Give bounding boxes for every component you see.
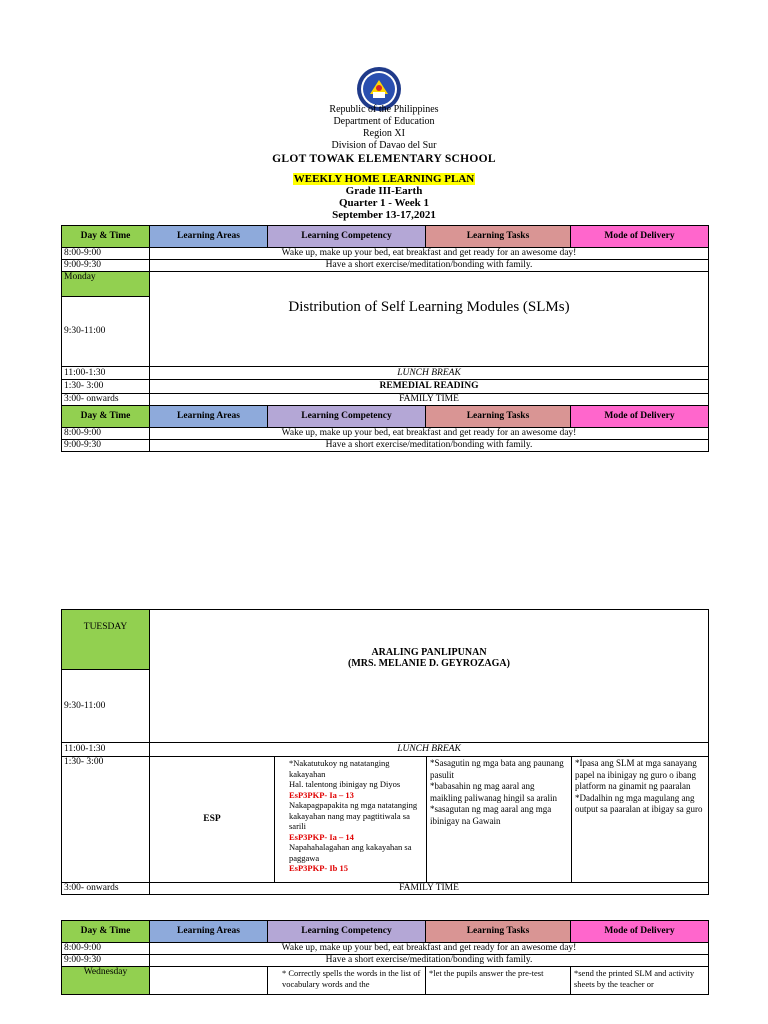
table-row (62, 943, 709, 955)
learning-area-cell (150, 967, 268, 995)
activity-cell: Have a short exercise/meditation/bonding with family. (150, 955, 709, 967)
learning-area-esp: ESP (150, 757, 275, 883)
header-line-republic: Republic of the Philippines (329, 104, 439, 115)
time-cell: 8:00-9:00 (62, 943, 150, 955)
time-cell: 1:30- 3:00 (62, 757, 150, 883)
table-row (62, 610, 709, 670)
col-day-time: Day & Time (62, 406, 150, 428)
table-row (62, 367, 709, 380)
table-row (62, 440, 709, 452)
day-cell-tuesday: TUESDAY (62, 610, 150, 670)
esp-tasks-cell (427, 757, 572, 883)
col-mode-of-delivery: Mode of Delivery (571, 921, 709, 943)
col-learning-competency: Learning Competency (268, 226, 426, 248)
school-name: GLOT TOWAK ELEMENTARY SCHOOL (272, 153, 496, 165)
remedial-reading-cell: REMEDIAL READING (150, 380, 709, 394)
subject-teacher: (MRS. MELANIE D. GEYROZAGA) (348, 657, 510, 669)
subject-name: ARALING PANLIPUNAN (371, 647, 487, 658)
table-row (62, 883, 709, 895)
col-learning-tasks: Learning Tasks (426, 406, 571, 428)
activity-cell: Wake up, make up your bed, eat breakfast and get ready for an awesome day! (150, 428, 709, 440)
table-row (62, 260, 709, 272)
table-row (62, 955, 709, 967)
activity-cell: Have a short exercise/meditation/bonding with family. (150, 260, 709, 272)
wednesday-schedule-table (61, 920, 709, 995)
monday-schedule-table (61, 225, 709, 452)
table-row (62, 743, 709, 757)
plan-title-block (0, 173, 768, 221)
table-row (62, 428, 709, 440)
activity-cell: Have a short exercise/meditation/bonding with family. (150, 440, 709, 452)
competency-line: Hal. talentong ibinigay ng Diyos (289, 779, 401, 789)
mode-line: *Dadalhin ng mga magulang ang output sa paaralan at ibigay sa guro (575, 792, 703, 814)
quarter-label: Quarter 1 - Week 1 (338, 197, 430, 209)
lunch-break-cell: LUNCH BREAK (150, 367, 709, 380)
col-learning-areas: Learning Areas (150, 406, 268, 428)
table-row (62, 248, 709, 260)
activity-cell: Wake up, make up your bed, eat breakfast and get ready for an awesome day! (150, 248, 709, 260)
day-cell-wednesday: Wednesday (62, 967, 150, 995)
task-line: *sasagutan ng mag aaral ang mga ibinigay na Gawain (430, 804, 552, 826)
time-cell: 3:00- onwards (62, 883, 150, 895)
col-day-time: Day & Time (62, 226, 150, 248)
family-time-cell: FAMILY TIME (150, 394, 709, 406)
time-cell: 9:30-11:00 (62, 670, 150, 743)
col-learning-tasks: Learning Tasks (426, 226, 571, 248)
time-cell: 1:30- 3:00 (62, 380, 150, 394)
task-line: *Sasagutin ng mga bata ang paunang pasulit (430, 758, 564, 780)
table-row (62, 272, 709, 297)
col-day-time: Day & Time (62, 921, 150, 943)
distribution-notice: Distribution of Self Learning Modules (SLMs) (150, 272, 709, 367)
table-row (62, 394, 709, 406)
table-row (62, 757, 709, 883)
time-cell: 9:00-9:30 (62, 440, 150, 452)
plan-title: WEEKLY HOME LEARNING PLAN (293, 173, 475, 185)
col-mode-of-delivery: Mode of Delivery (571, 406, 709, 428)
time-cell: 8:00-9:00 (62, 428, 150, 440)
header-line-division: Division of Davao del Sur (331, 140, 437, 151)
header-row (62, 226, 709, 248)
time-cell: 8:00-9:00 (62, 248, 150, 260)
competency-line: Nakapagpapakita ng mga natatanging kakayahan nang may pagtitiwala sa sarili (289, 800, 418, 831)
subject-cell (150, 610, 709, 743)
time-cell: 9:00-9:30 (62, 260, 150, 272)
wednesday-mode-cell: *send the printed SLM and activity sheets by the teacher or (571, 967, 709, 995)
header-row (62, 406, 709, 428)
col-mode-of-delivery: Mode of Delivery (571, 226, 709, 248)
col-learning-areas: Learning Areas (150, 921, 268, 943)
competency-code: EsP3PKP- Ia – 13 (289, 789, 354, 800)
table-row (62, 380, 709, 394)
family-time-cell: FAMILY TIME (150, 883, 709, 895)
esp-mode-cell (572, 757, 709, 883)
col-learning-areas: Learning Areas (150, 226, 268, 248)
time-cell: 9:00-9:30 (62, 955, 150, 967)
competency-line: *Nakatutukoy ng natatanging kakayahan (289, 758, 390, 779)
activity-cell: Wake up, make up your bed, eat breakfast and get ready for an awesome day! (150, 943, 709, 955)
col-learning-competency: Learning Competency (268, 921, 426, 943)
wednesday-competency-cell: * Correctly spells the words in the list of vocabulary words and the (268, 967, 426, 995)
tuesday-schedule-table (61, 609, 709, 895)
time-cell: 9:30-11:00 (62, 297, 150, 367)
time-cell: 11:00-1:30 (62, 367, 150, 380)
col-learning-competency: Learning Competency (268, 406, 426, 428)
time-cell: 3:00- onwards (62, 394, 150, 406)
wednesday-tasks-cell: *let the pupils answer the pre-test (426, 967, 571, 995)
time-cell: 11:00-1:30 (62, 743, 150, 757)
competency-line: Napahahalagahan ang kakayahan sa paggawa (289, 842, 412, 863)
grade-label: Grade III-Earth (345, 185, 423, 197)
header-line-region: Region XI (363, 128, 405, 139)
day-cell-monday: Monday (62, 272, 150, 297)
header-line-department: Department of Education (333, 116, 435, 127)
header-row (62, 921, 709, 943)
col-learning-tasks: Learning Tasks (426, 921, 571, 943)
esp-competency-cell (275, 757, 427, 883)
competency-code: EsP3PKP- Ib 15 (289, 863, 349, 873)
competency-code: EsP3PKP- Ia – 14 (289, 831, 354, 842)
date-range: September 13-17,2021 (332, 209, 436, 221)
task-line: *babasahin ng mag aaral ang maikling paliwanag hingil sa aralin (430, 781, 557, 803)
lunch-break-cell: LUNCH BREAK (150, 743, 709, 757)
mode-line: *Ipasa ang SLM at mga sanayang papel na ibinigay ng guro o ibang platform na ginamit ng paaralan (575, 758, 697, 791)
table-row (62, 967, 709, 995)
